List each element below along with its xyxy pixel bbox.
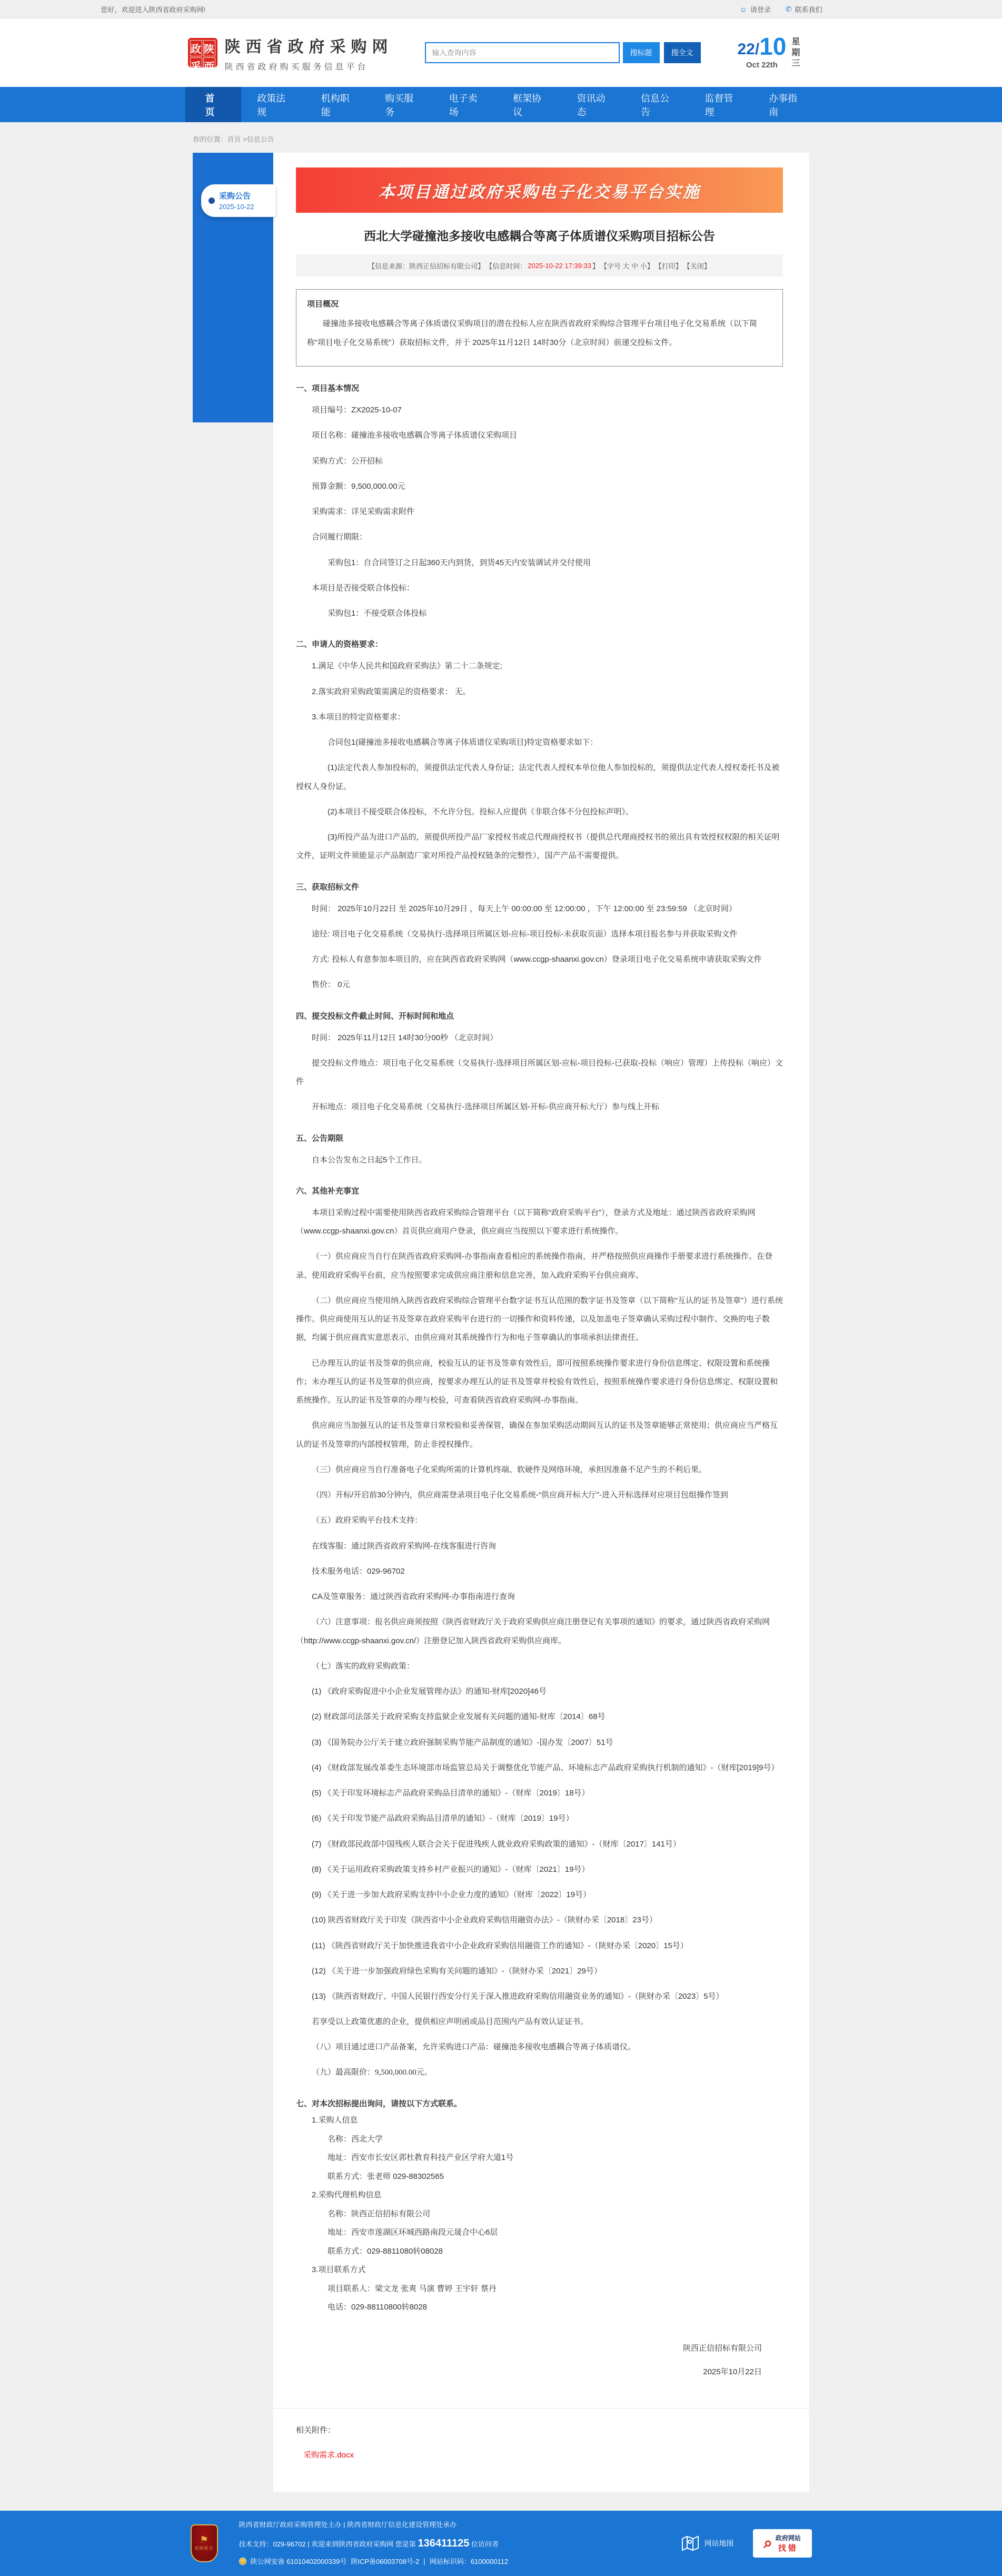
paragraph: 地址：西安市长安区郭杜教育科技产业区学府大道1号: [328, 2153, 514, 2162]
date-widget: 22 / 10 Oct 22th 星 期 三: [737, 32, 800, 70]
paragraph: 自本公告发布之日起5个工作日。: [312, 1155, 427, 1164]
nav-item-7[interactable]: 信息公告: [641, 93, 670, 117]
site-code: 网站标识码：6100000112: [429, 2557, 509, 2565]
top-bar: [0, 0, 1002, 18]
paragraph: （六）注意事项：报名供应商须按照《陕西省财政厅关于政府采购供应商注册登记有关事项的通知》的要求，通过陕西省政府采购网（http://www.ccgp-shaanxi.gov.cn/）注册登记加入陕西省政府采购供应商库。: [296, 1617, 770, 1645]
paragraph: （八）项目通过进口产品备案，允许采购进口产品：碰撞池多接收电感耦合等离子体质谱仪。: [312, 2042, 636, 2051]
paragraph: （七）落实的政府采购政策：: [312, 1661, 415, 1671]
paragraph: 途径: 项目电子化交易系统（交易执行-选择项目所属区划-应标-项目投标-未获取页面）选择本项目报名参与并获取采购文件: [312, 929, 738, 939]
paragraph: 售价： 0元: [312, 980, 350, 990]
section-heading: 五、公告期限: [296, 1133, 344, 1143]
paragraph: (3)所投产品为进口产品的，须提供所投产品厂家授权书或总代理商授权书（提供总代理商授权书的须出具有效授权权限的相关证明文件，证明文件须能显示产品制造厂家对所投产品授权链条的完整性），国产产品不需要提供。: [296, 833, 780, 861]
paragraph: （三）供应商应当自行准备电子化采购所需的计算机终端、软硬件及网络环境，承担因准备不足产生的不利后果。: [312, 1465, 707, 1474]
paragraph: 3.项目联系方式: [312, 2265, 366, 2274]
paragraph: (1) 《政府采购促进中小企业发展管理办法》的通知-财库[2020]46号: [312, 1687, 547, 1696]
paragraph: 合同包1(碰撞池多接收电感耦合等离子体质谱仪采购项目)特定资格要求如下：: [328, 738, 598, 747]
article-meta-bar: 【信息来源：陕西正信招标有限公司】 【信息时间： 2025-10-22 17:39:33 】 【字号 大 中 小】 【打印】 【关闭】: [296, 254, 783, 277]
phone-icon: ✆: [785, 5, 792, 13]
paragraph: （四）开标/开启前30分钟内，供应商需登录项目电子化交易系统-“供应商开标大厅”-进入开标选择对应项目包组操作签到: [312, 1491, 728, 1499]
paragraph: (10) 陕西省财政厅关于印发《陕西省中小企业政府采购信用融资办法》-（陕财办采〔2018〕23号）: [312, 1916, 657, 1925]
paragraph: 采购包1：不接受联合体投标: [328, 609, 427, 618]
sidebar-item-procurement-notice[interactable]: [201, 184, 275, 217]
site-header: [0, 18, 1002, 87]
left-sidebar: [193, 153, 273, 422]
paragraph: 时间： 2025年10月22日 至 2025年10月29日 ，每天上午 00:00:00 至 12:00:00 ，下午 12:00:00 至 23:59:59 （北京时间）: [312, 904, 737, 913]
date-weekday: 星 期 三: [791, 37, 800, 68]
main-nav: [0, 87, 1002, 122]
paragraph: 方式: 投标人有意参加本项目的，应在陕西省政府采购网（www.ccgp-shaanxi.gov.cn）登录项目电子化交易系统申请获取采购文件: [312, 955, 762, 964]
attachments-label: 相关附件：: [296, 2425, 336, 2435]
breadcrumb-home-link[interactable]: 首页: [227, 135, 241, 143]
contact-label: 联系我们: [795, 6, 822, 14]
project-overview-box: [296, 289, 783, 367]
section-heading: 七、对本次招标提出询问，请按以下方式联系。: [296, 2099, 462, 2108]
magnifier-icon: ⌕: [763, 2534, 772, 2552]
site-logo-seal-icon: 政 陕 采 西: [188, 38, 217, 67]
site-footer: ⚑ 党政机关 陕西省财政厅政府采购管理处主办 | 陕西省财政厅信息化建设管理处承办 技术支持：029-96702 | 欢迎来到陕西省政府采购网 您是第 136411125 位访问者 陕公网安备 61010402000339号 陕ICP备06003708号-2 | 网站标识码：6100000112 网站地图 ⌕ 政府网站 找错: [0, 2511, 1002, 2576]
paragraph: 在线客服：通过陕西省政府采购网-在线客服进行咨询: [312, 1541, 496, 1551]
site-subtitle: 陕西省政府购买服务信息平台: [224, 62, 369, 72]
paragraph: 时间： 2025年11月12日 14时30分00秒 （北京时间）: [312, 1033, 498, 1042]
signature-company: 陕西正信招标有限公司: [682, 2343, 762, 2353]
search-fulltext-button[interactable]: 搜全文: [664, 42, 701, 63]
article-title: 西北大学碰撞池多接收电感耦合等离子体质谱仪采购项目招标公告: [364, 229, 715, 243]
doc-section-4: [296, 1010, 783, 1117]
overview-title: 项目概况: [307, 300, 339, 309]
print-button[interactable]: 【打印】: [654, 262, 682, 270]
nav-item-0[interactable]: 首页: [185, 87, 242, 122]
paragraph: (5) 《关于印发环境标志产品政府采购品目清单的通知》-（财库〔2019〕18号）: [312, 1789, 590, 1798]
breadcrumb-prefix: 你的位置：: [193, 135, 227, 143]
paragraph: 项目名称：碰撞池多接收电感耦合等离子体质谱仪采购项目: [312, 431, 518, 440]
paragraph: (2) 财政部司法部关于政府采购支持监狱企业发展有关问题的通知-财库〔2014〕68号: [312, 1712, 606, 1722]
nav-item-4[interactable]: 电子卖场: [449, 93, 478, 117]
welcome-text: 您好，欢迎进入陕西省政府采购网!: [101, 6, 206, 14]
section-heading: 三、获取招标文件: [296, 882, 360, 892]
date-month: 10: [759, 32, 787, 60]
sidebar-tab-title: 采购公告: [219, 192, 251, 201]
breadcrumb: 你的位置：首页 >信息公告: [193, 135, 274, 143]
paragraph: 本项目采购过程中需要使用陕西省政府采购综合管理平台（以下简称“政府采购平台”），登录方式及地址：通过陕西省政府采购网（www.ccgp-shaanxi.gov.cn）首页供应商用户登录，供应商应当按照以下要求进行系统操作。: [296, 1208, 756, 1236]
nav-item-5[interactable]: 框架协议: [513, 93, 542, 117]
party-government-badge-icon: ⚑ 党政机关: [191, 2524, 218, 2562]
paragraph: 2.采购代理机构信息: [312, 2190, 382, 2199]
attachment-file-link[interactable]: 采购需求.docx: [303, 2450, 354, 2460]
paragraph: 地址：西安市莲湖区环城西路南段元晟合中心6层: [328, 2228, 498, 2237]
paragraph: 名称：西北大学: [328, 2134, 383, 2144]
doc-section-7: [296, 2098, 783, 2315]
paragraph: 合同履行期限：: [312, 532, 368, 542]
footer-organizer-line: 陕西省财政厅政府采购管理处主办 | 陕西省财政厅信息化建设管理处承办: [239, 2521, 457, 2529]
breadcrumb-bar: [0, 122, 1002, 153]
paragraph: 本项目是否接受联合体投标：: [312, 583, 415, 593]
nav-item-8[interactable]: 监督管理: [705, 93, 733, 117]
article-panel: [273, 153, 809, 2492]
paragraph: 电话：029-88110800转8028: [328, 2303, 428, 2312]
section-heading: 二、申请人的资格要求：: [296, 640, 383, 649]
overview-text: 碰撞池多接收电感耦合等离子体质谱仪采购项目的潜在投标人应在陕西省政府采购综合管理平台项目电子化交易系统（以下简称“项目电子化交易系统”）获取招标文件，并于 2025年11月12日 14时30分（北京时间）前递交投标文件。: [307, 319, 758, 347]
paragraph: 采购需求：详见采购需求附件: [312, 507, 415, 516]
paragraph: 2.落实政府采购政策需满足的资格要求： 无。: [312, 687, 471, 696]
paragraph: 联系方式：张老师 029-88302565: [328, 2172, 444, 2181]
paragraph: 技术服务电话：029-96702: [312, 1566, 405, 1576]
document-body: [296, 382, 783, 2315]
main-content: [193, 153, 809, 2492]
paragraph: (1)法定代表人参加投标的，须提供法定代表人身份证；法定代表人授权本单位他人参加投标的，须提供法定代表人授权委托书及被授权人身份证。: [296, 763, 780, 791]
platform-banner: [296, 167, 783, 213]
paragraph: （五）政府采购平台技术支持：: [312, 1516, 423, 1525]
paragraph: (9) 《关于进一步加大政府采购支持中小企业力度的通知》（财库〔2022〕19号）: [312, 1890, 591, 1899]
site-title: 陕西省政府采购网: [224, 38, 393, 56]
paragraph: (12) 《关于进一步加强政府绿色采购有关问题的通知》-（陕财办采〔2021〕29号）: [312, 1966, 602, 1976]
map-icon: [681, 2535, 699, 2551]
paragraph: 已办理互认的证书及签章的供应商，校验互认的证书及签章有效性后，即可按照系统操作要求进行身份信息绑定、权限设置和系统操作；未办理互认的证书及签章的供应商，按要求办理互认的证书及签章并校验有效性后，按照系统操作要求进行身份信息绑定、权限设置和系统操作。互认的证书及签章的办理与校验，可查看陕西省政府采购网-办事指南。: [296, 1358, 778, 1405]
nav-item-1[interactable]: 政策法规: [257, 93, 286, 117]
doc-section-3: [296, 881, 783, 994]
meta-time: 2025-10-22 17:39:33: [528, 261, 591, 270]
font-size-control[interactable]: 【字号 大 中 小】: [600, 262, 654, 270]
paragraph: (11) 《陕西省财政厅关于加快推进我省中小企业政府采购信用融资工作的通知》-（陕财办采〔2020〕15号）: [312, 1941, 688, 1950]
icp-filing-link[interactable]: 陕ICP备06003708号-2: [351, 2557, 420, 2565]
paragraph: (7) 《财政部民政部中国残疾人联合会关于促进残疾人就业政府采购政策的通知》-（财库〔2017〕141号）: [312, 1839, 681, 1849]
paragraph: 1.采购人信息: [312, 2116, 358, 2125]
police-badge-icon: [239, 2558, 246, 2565]
signature-block: [296, 2336, 783, 2384]
paragraph: (3) 《国务院办公厅关于建立政府强制采购节能产品制度的通知》-国办发〔2007〕51号: [312, 1738, 613, 1747]
login-link[interactable]: [739, 4, 770, 14]
login-label: 请登录: [750, 6, 771, 14]
search-input[interactable]: [425, 42, 620, 63]
sidebar-tab-date: 2025-10-22: [219, 202, 254, 211]
close-button[interactable]: 【关闭】: [683, 262, 711, 270]
paragraph: (2)本项目不接受联合体投标，不允许分包。投标人应提供《非联合体不分包投标声明》。: [328, 807, 633, 816]
paragraph: 提交投标文件地点：项目电子化交易系统（交易执行-选择项目所属区划-应标-项目投标-已获取-投标（响应）管理）上传投标（响应）文件: [296, 1058, 783, 1086]
paragraph: (6) 《关于印发节能产品政府采购品目清单的通知》-（财库〔2019〕19号）: [312, 1814, 574, 1823]
nav-item-2[interactable]: 机构职能: [321, 93, 350, 117]
paragraph: （一）供应商应当自行在陕西省政府采购网-办事指南查看相应的系统操作指南，并严格按照供应商操作手册要求进行系统操作。在登录、使用政府采购平台前，应当按照要求完成供应商注册和信息完善，加入政府采购平台供应商库。: [296, 1252, 773, 1280]
paragraph: 1.满足《中华人民共和国政府采购法》第二十二条规定;: [312, 662, 502, 671]
doc-section-2: [296, 638, 783, 865]
paragraph: 供应商应当加强互认的证书及签章日常校验和妥善保管，确保在参加采购活动期间互认的证书及签章能够正常使用；供应商应当严格互认的证书及签章的内部授权管理，防止非授权操作。: [296, 1421, 778, 1449]
paragraph: 若享受以上政策优惠的企业，提供相应声明函或品目范围内产品有效认证证书。: [312, 2017, 589, 2027]
doc-section-1: [296, 382, 783, 623]
gov-site-find-error-badge[interactable]: ⌕ 政府网站 找错: [753, 2529, 812, 2558]
paragraph: 采购包1：自合同签订之日起360天内到货，到货45天内安装调试并交付使用: [328, 558, 591, 567]
nav-item-3[interactable]: 购买服务: [385, 93, 414, 117]
date-day: 22: [737, 41, 755, 58]
breadcrumb-current: 信息公告: [246, 135, 274, 143]
nav-item-6[interactable]: 资讯动态: [577, 93, 606, 117]
paragraph: 联系方式：029-8811080转08028: [328, 2246, 443, 2256]
sitemap-link[interactable]: 网站地图: [681, 2535, 734, 2551]
search-title-button[interactable]: 搜标题: [623, 42, 660, 63]
date-english: Oct 22th: [746, 61, 778, 70]
section-heading: 一、项目基本情况: [296, 384, 360, 393]
paragraph: (4) 《财政部发展改革委生态环境部市场监管总局关于调整优化节能产品、环境标志产品政府采购执行机制的通知》-（财库[2019]9号）: [312, 1763, 779, 1772]
section-heading: 四、提交投标文件截止时间、开标时间和地点: [296, 1011, 454, 1021]
meta-source: 【信息来源：陕西正信招标有限公司】: [368, 262, 485, 270]
doc-section-5: [296, 1132, 783, 1169]
footer-support-line: 技术支持：029-96702 | 欢迎来到陕西省政府采购网 您是第 136411125 位访问者: [239, 2537, 499, 2549]
visitor-count: 136411125: [418, 2537, 470, 2549]
paragraph: （九）最高限价：9,500,000.00元。: [312, 2068, 432, 2077]
paragraph: 预算金额：9,500,000.00元: [312, 481, 405, 491]
bullet-dot-icon: [209, 198, 215, 204]
paragraph: 开标地点：项目电子化交易系统（交易执行-选择项目所属区划-开标-供应商开标大厅）参与线上开标: [312, 1102, 659, 1112]
platform-banner-text: 本项目通过政府采购电子化交易平台实施: [378, 182, 701, 201]
paragraph: 采购方式：公开招标: [312, 456, 383, 466]
paragraph: 名称：陕西正信招标有限公司: [328, 2209, 431, 2218]
paragraph: （二）供应商应当使用纳入陕西省政府采购综合管理平台数字证书互认范围的数字证书及签章（以下简称“互认的证书及签章”）进行系统操作。供应商使用互认的证书及签章在政府采购平台进行的一切操作和资料传递，以及加盖电子签章确认采购过程中制作、交换的电子数据，均属于供应商真实意思表示，由供应商对其系统操作行为和电子签章确认的事项承担法律责任。: [296, 1296, 783, 1343]
nav-item-9[interactable]: 办事指南: [768, 93, 797, 117]
user-icon: ☺: [739, 5, 747, 14]
paragraph: 3.本项目的特定资格要求：: [312, 712, 405, 722]
section-heading: 六、其他补充事宜: [296, 1186, 360, 1196]
signature-date: 2025年10月22日: [703, 2367, 762, 2376]
paragraph: 项目编号：ZX2025-10-07: [312, 406, 402, 414]
paragraph: CA及签章服务：通过陕西省政府采购网-办事指南进行查询: [312, 1592, 515, 1601]
paragraph: 项目联系人：梁文龙 张爽 马演 曹婷 王宇轩 蔡丹: [328, 2284, 497, 2293]
contact-link[interactable]: [786, 4, 822, 14]
paragraph: (13) 《陕西省财政厅、中国人民银行西安分行关于深入推进政府采购信用融资业务的通知》-（陕财办采〔2023〕5号）: [312, 1992, 724, 2001]
public-security-filing-link[interactable]: 陕公网安备 61010402000339号: [250, 2557, 347, 2565]
paragraph: (8) 《关于运用政府采购政策支持乡村产业振兴的通知》-（财库〔2021〕19号）: [312, 1864, 590, 1874]
attachments-section: [273, 2408, 809, 2492]
doc-section-6: [296, 1185, 783, 2082]
